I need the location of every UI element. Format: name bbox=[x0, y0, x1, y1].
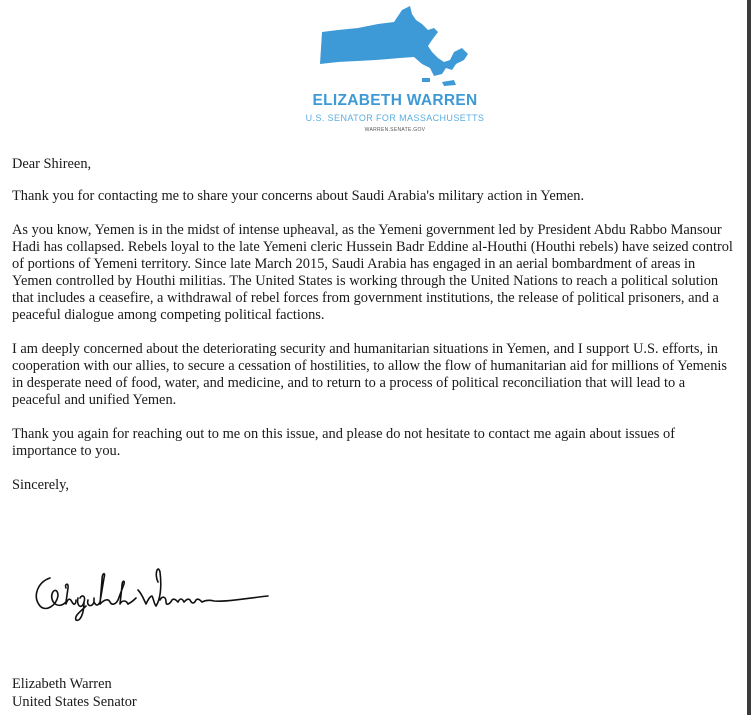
paragraph-thanks: Thank you for contacting me to share your concerns about Saudi Arabia's military action in Yemen. bbox=[12, 188, 585, 204]
paragraph-closing-thanks: Thank you again for reaching out to me on this issue, and please do not hesitate to contact me again about issues of importance to you. bbox=[12, 426, 675, 459]
massachusetts-map-icon bbox=[318, 2, 474, 90]
paragraph-position: I am deeply concerned about the deteriorating security and humanitarian situations in Yemen, and I support U.S. efforts, in cooperation with our allies, to secure a cessation of hostilities, to allow the flow of humanitarian aid for millions of Yemenis in desperate need of food, water, and medicine, and to return to a process of political reconciliation that will lead to a peaceful and unified Yemen. bbox=[12, 341, 727, 408]
letterhead-website: WARREN.SENATE.GOV bbox=[364, 127, 426, 133]
signer-block bbox=[12, 675, 137, 711]
letterhead-name: ELIZABETH WARREN bbox=[312, 92, 478, 109]
closing-sincerely: Sincerely, bbox=[12, 477, 70, 493]
letterhead bbox=[290, 2, 500, 152]
signer-title: United States Senator bbox=[12, 694, 137, 710]
paragraph-background: As you know, Yemen is in the midst of intense upheaval, as the Yemeni government led by President Abdu Rabbo Mansour Hadi has collapsed. Rebels loyal to the late Yemeni cleric Hussein Badr Eddine al-Houthi (Houthi rebels) have seized control of portions of Yemeni territory. Since late March 2015, Saudi Arabia has engaged in an aerial bombardment of areas in Yemen controlled by Houthi militias. The United States is working through the United Nations to reach a political solution that includes a ceasefire, a withdrawal of rebel forces from government institutions, the release of political prisoners, and a peaceful dialogue among competing political factions. bbox=[12, 222, 733, 323]
letterhead-subtitle: U.S. SENATOR FOR MASSACHUSETTS bbox=[305, 113, 485, 123]
letter-body bbox=[12, 156, 734, 511]
handwritten-signature bbox=[28, 548, 278, 628]
salutation: Dear Shireen, bbox=[12, 156, 92, 172]
page-edge bbox=[747, 0, 751, 715]
signer-name: Elizabeth Warren bbox=[12, 676, 112, 692]
